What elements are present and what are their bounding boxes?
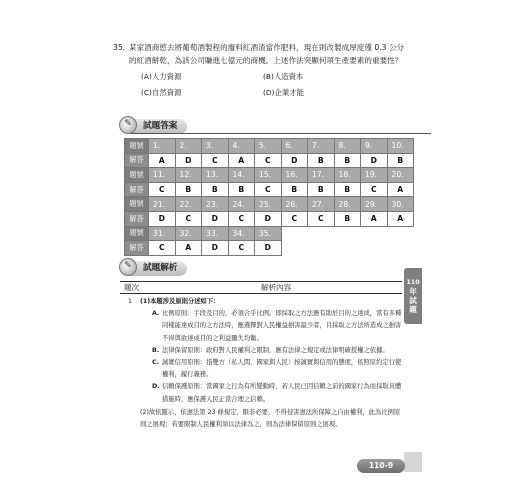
- answer-row: [125, 153, 414, 168]
- question-number-cell: 3.: [202, 139, 229, 154]
- question-number-cell: 13.: [202, 168, 229, 183]
- point-mark: A.: [152, 310, 160, 318]
- answer-cell: B: [175, 182, 202, 197]
- question-number-cell: 18.: [334, 168, 361, 183]
- question-number-cell: 21.: [149, 197, 176, 212]
- number-row: [125, 168, 414, 183]
- option-a: (A)人力資源: [141, 72, 182, 81]
- number-row: [125, 226, 414, 241]
- analysis-intro: (1)本題涉及原則分述如下：: [140, 298, 220, 305]
- analysis-content: [120, 296, 404, 431]
- option-d: (D)企業才能: [263, 87, 305, 97]
- pencil-icon: ✎: [119, 116, 137, 134]
- question-number-cell: 23.: [202, 197, 229, 212]
- answer-section-title: 試題答案: [143, 120, 178, 131]
- question-number-cell: 14.: [228, 168, 255, 183]
- analysis-section-title: 試題解析: [143, 262, 178, 273]
- side-tab-char: 題: [409, 305, 417, 314]
- answer-cell: D: [255, 241, 282, 256]
- answer-cell: B: [387, 153, 414, 168]
- answer-table: [124, 138, 414, 256]
- question-number-cell: 28.: [334, 197, 361, 212]
- question-number-cell: 26.: [281, 197, 308, 212]
- answer-cell: [387, 241, 414, 256]
- question-number-cell: 1.: [149, 139, 176, 154]
- answer-cell: C: [228, 211, 255, 226]
- row-label: 解答: [125, 153, 149, 168]
- answer-row: [125, 182, 414, 197]
- question-text: 某家酒商慾去將葡萄酒製程的廢料紅酒渣當作肥料，現在則改製成厚度僅 0.3 公分的紅酒餅乾，為該公司賺進七億元的商機。上述作法突顯何項生產要素的重要性？: [129, 43, 405, 65]
- analysis-conclusion: (2)故依題示，依憲法第 23 條規定，限非必要，不得侵害憲法所保障之自由權利，此為比例原則之展現；若要限制人民權利須以法律為之，則為法律保留原則之展現。: [140, 408, 401, 429]
- question-number-cell: 22.: [175, 197, 202, 212]
- point-text: 比例原則：手段及目的，必須合乎比例。即採取之方法應有助於目的之達成，當有多種同樣能達成目的之方法時，應選擇對人民權益損害最少者，且採取之方法所造成之損害不得與欲達成目的之利益顯失均衡。: [162, 310, 402, 342]
- analysis-section-header: [123, 260, 187, 276]
- row-label: 題號: [125, 197, 149, 212]
- page-corner: [404, 452, 422, 472]
- side-tab: [404, 268, 422, 324]
- option-b: (B)人造資本: [263, 72, 304, 81]
- question-number-cell: 31.: [149, 226, 176, 241]
- answer-cell: C: [308, 211, 335, 226]
- point-text: 誠實信用原則：指雙方（私人間、國家與人民）按誠實與信用的態度，依照原約定行使權利，履行義務。: [162, 359, 402, 379]
- row-label: 題號: [125, 226, 149, 241]
- answer-cell: C: [255, 182, 282, 197]
- answer-cell: D: [281, 153, 308, 168]
- analysis-point: [140, 345, 404, 357]
- question-number-cell: 25.: [255, 197, 282, 212]
- answer-cell: C: [361, 182, 388, 197]
- page-number: 110-9: [357, 459, 405, 473]
- answer-cell: B: [308, 182, 335, 197]
- row-label: 題號: [125, 139, 149, 154]
- question-number-cell: [387, 226, 414, 241]
- answer-cell: [334, 241, 361, 256]
- answer-cell: D: [202, 241, 229, 256]
- answer-cell: B: [308, 153, 335, 168]
- question-number-cell: 19.: [361, 168, 388, 183]
- row-label: 解答: [125, 241, 149, 256]
- analysis-point: [140, 381, 404, 405]
- answer-cell: B: [202, 182, 229, 197]
- question-number-cell: 9.: [361, 139, 388, 154]
- question-number-cell: 8.: [334, 139, 361, 154]
- answer-cell: [361, 241, 388, 256]
- answer-cell: D: [202, 211, 229, 226]
- option-c: (C)自然資源: [141, 87, 182, 97]
- point-text: 信賴保護原則：當國家之行為有所變動時，若人民已因信賴之前的國家行為而採取具體措施時，應保護人民正當合理之信賴。: [162, 383, 402, 403]
- answer-cell: D: [175, 153, 202, 168]
- answer-cell: D: [255, 211, 282, 226]
- item-number: 1: [127, 298, 132, 305]
- question-number-cell: 35.: [255, 226, 282, 241]
- answer-cell: B: [228, 182, 255, 197]
- side-tab-char: 110: [406, 278, 420, 286]
- question-number-cell: 10.: [387, 139, 414, 154]
- question-number-cell: 34.: [228, 226, 255, 241]
- row-label: 題號: [125, 168, 149, 183]
- question-number: 35.: [113, 43, 126, 52]
- row-label: 解答: [125, 211, 149, 226]
- column-header-content: 解析內容: [260, 283, 292, 292]
- answer-cell: B: [334, 182, 361, 197]
- answer-cell: A: [361, 211, 388, 226]
- question-number-cell: 33.: [202, 226, 229, 241]
- row-label: 解答: [125, 182, 149, 197]
- answer-cell: A: [149, 153, 176, 168]
- question-number-cell: 17.: [308, 168, 335, 183]
- question-number-cell: 2.: [175, 139, 202, 154]
- answer-cell: A: [175, 241, 202, 256]
- answer-cell: C: [228, 241, 255, 256]
- question-number-cell: [308, 226, 335, 241]
- answer-row: [125, 211, 414, 226]
- answer-cell: C: [149, 182, 176, 197]
- question-number-cell: 6.: [281, 139, 308, 154]
- answer-cell: C: [202, 153, 229, 168]
- question-number-cell: 30.: [387, 197, 414, 212]
- column-header-number: 題次: [124, 283, 140, 292]
- answer-cell: B: [334, 211, 361, 226]
- question-number-cell: [361, 226, 388, 241]
- question-number-cell: 4.: [228, 139, 255, 154]
- question-number-cell: 27.: [308, 197, 335, 212]
- question-number-cell: [334, 226, 361, 241]
- analysis-point: [140, 357, 404, 381]
- question-number-cell: 7.: [308, 139, 335, 154]
- analysis-table-header: [120, 281, 402, 294]
- question-35: [113, 42, 405, 99]
- question-number-cell: 32.: [175, 226, 202, 241]
- question-number-cell: 20.: [387, 168, 414, 183]
- number-row: [125, 139, 414, 154]
- divider: [131, 133, 431, 134]
- side-tab-char: 年: [409, 287, 417, 296]
- question-number-cell: 12.: [175, 168, 202, 183]
- point-mark: D.: [152, 383, 160, 391]
- answer-cell: C: [175, 211, 202, 226]
- answer-row: [125, 241, 414, 256]
- answer-cell: C: [281, 211, 308, 226]
- answer-cell: C: [149, 241, 176, 256]
- question-number-cell: 11.: [149, 168, 176, 183]
- question-options: [141, 71, 405, 99]
- question-number-cell: 29.: [361, 197, 388, 212]
- pencil-icon: ✎: [119, 258, 137, 276]
- answer-cell: B: [334, 153, 361, 168]
- analysis-point: [140, 308, 404, 345]
- answer-cell: A: [387, 211, 414, 226]
- question-number-cell: 5.: [255, 139, 282, 154]
- answer-cell: [308, 241, 335, 256]
- question-number-cell: 16.: [281, 168, 308, 183]
- side-tab-char: 試: [409, 296, 417, 305]
- answer-section-header: [123, 118, 187, 134]
- answer-cell: C: [255, 153, 282, 168]
- answer-cell: B: [281, 182, 308, 197]
- answer-cell: [281, 241, 308, 256]
- question-number-cell: 15.: [255, 168, 282, 183]
- answer-cell: A: [228, 153, 255, 168]
- answer-cell: D: [149, 211, 176, 226]
- point-mark: B.: [152, 346, 160, 354]
- answer-cell: A: [387, 182, 414, 197]
- number-row: [125, 197, 414, 212]
- question-number-cell: 24.: [228, 197, 255, 212]
- point-text: 法律保留原則：政府對人民權利之限制，應有法律之規定或法律明確授權之依據。: [162, 346, 389, 354]
- question-number-cell: [281, 226, 308, 241]
- point-mark: C.: [152, 359, 160, 367]
- answer-cell: D: [361, 153, 388, 168]
